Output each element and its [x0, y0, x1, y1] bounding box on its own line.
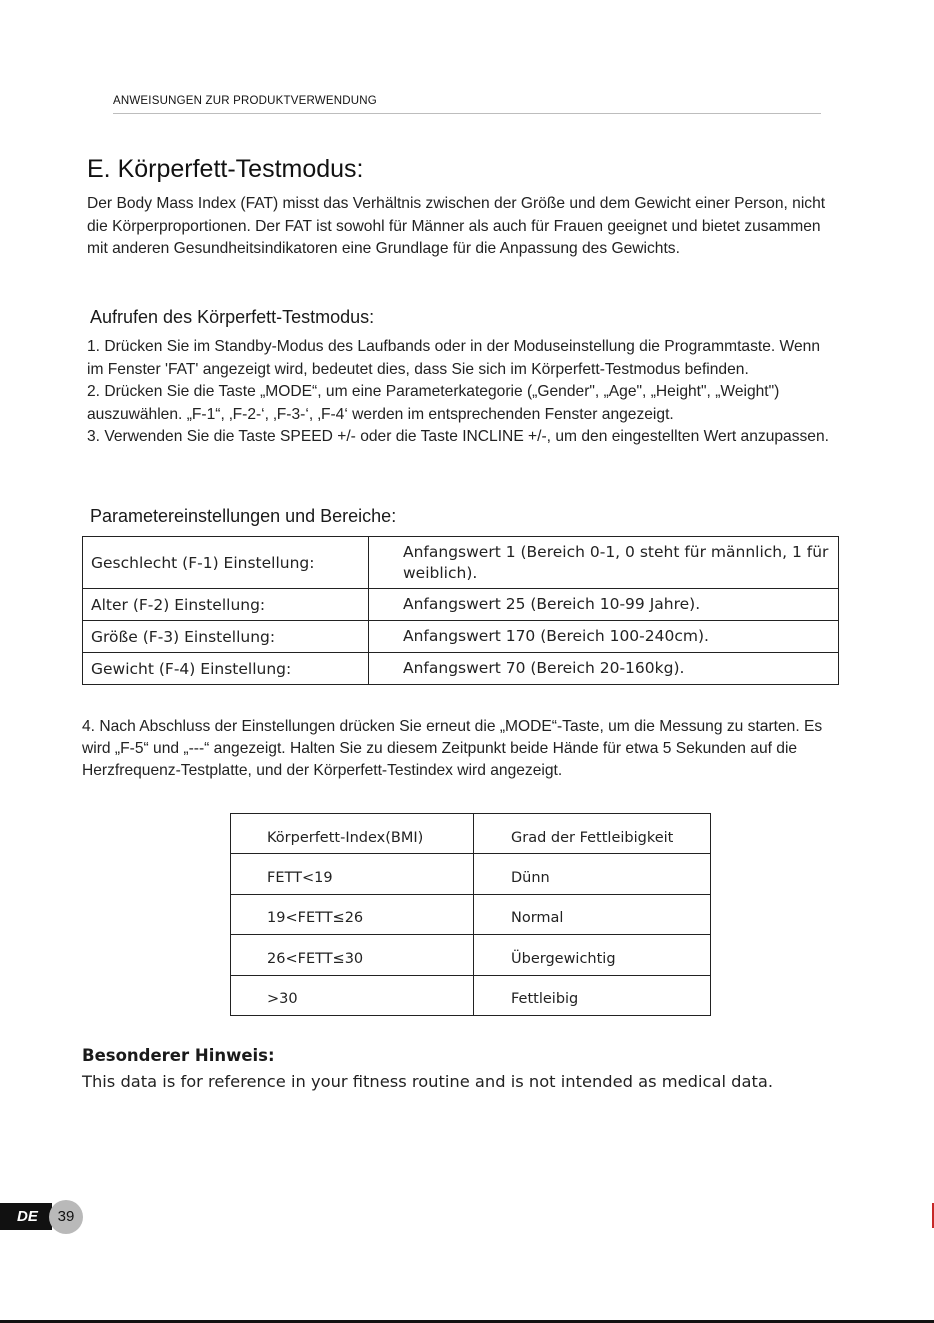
steps-list [87, 336, 832, 449]
table-row [231, 935, 711, 975]
step-2: 2. Drücken Sie die Taste „MODE“, um eine Parameterkategorie („Gender", „Age", „Height", „Weight") auszuwählen. „F-1“, ‚F-2-‘, ‚F-3-‘, ‚F-4‘ werden im entsprechenden Fenster angezeigt. [87, 383, 780, 423]
table-row [231, 975, 711, 1015]
language-badge: DE [0, 1203, 52, 1230]
bmi-grade-cell: Übergewichtig [474, 935, 711, 975]
note-title: Besonderer Hinweis: [82, 1046, 275, 1065]
intro-paragraph: Der Body Mass Index (FAT) misst das Verhältnis zwischen der Größe und dem Gewicht einer Person, nicht die Körperproportionen. Der FAT ist sowohl für Männer als auch für Frauen geeignet und bietet zusammen mit anderen Gesundheitsindikatoren eine Grundlage für die Anpassung des Gewichts. [87, 195, 826, 257]
step-3: 3. Verwenden Sie die Taste SPEED +/- oder die Taste INCLINE +/-, um den eingestellten Wert anzupassen. [87, 428, 829, 445]
table-header-row [231, 814, 711, 854]
param-label: Gewicht (F-4) Einstellung: [83, 653, 369, 685]
table-row [83, 537, 839, 589]
bmi-index-cell: 19<FETT≤26 [231, 894, 474, 934]
param-value: Anfangswert 1 (Bereich 0-1, 0 steht für männlich, 1 für weiblich). [369, 537, 839, 589]
note-text: This data is for reference in your fitness routine and is not intended as medical data. [82, 1072, 773, 1091]
table-row [83, 621, 839, 653]
table-row [231, 854, 711, 894]
step-4: 4. Nach Abschluss der Einstellungen drücken Sie erneut die „MODE“-Taste, um die Messung zu starten. Es wird „F-5“ und „---“ angezeigt. Halten Sie zu diesem Zeitpunkt beide Hände für etwa 5 Sekunden auf die Herzfrequenz-Testplatte, und der Körperfett-Testindex wird angezeigt. [82, 718, 823, 779]
bmi-index-cell: FETT<19 [231, 854, 474, 894]
step-1: 1. Drücken Sie im Standby-Modus des Laufbands oder in der Moduseinstellung die Programmtaste. Wenn im Fenster 'FAT' angezeigt wird, bedeutet dies, dass Sie sich im Körperfett-Testmodus befinden. [87, 338, 821, 378]
table-row [83, 589, 839, 621]
param-value: Anfangswert 70 (Bereich 20-160kg). [369, 653, 839, 685]
param-label: Größe (F-3) Einstellung: [83, 621, 369, 653]
param-value: Anfangswert 25 (Bereich 10-99 Jahre). [369, 589, 839, 621]
table-row [231, 894, 711, 934]
subheading-call-mode: Aufrufen des Körperfett-Testmodus: [90, 307, 375, 327]
param-label: Alter (F-2) Einstellung: [83, 589, 369, 621]
parameter-table [82, 536, 839, 685]
bmi-table [230, 813, 711, 1016]
bmi-grade-cell: Normal [474, 894, 711, 934]
section-title: E. Körperfett-Testmodus: [87, 155, 364, 183]
header-divider [113, 113, 821, 114]
bmi-grade-cell: Fettleibig [474, 975, 711, 1015]
bmi-header-grade: Grad der Fettleibigkeit [474, 814, 711, 854]
bmi-index-cell: 26<FETT≤30 [231, 935, 474, 975]
page-number: 39 [49, 1200, 83, 1234]
bmi-header-index: Körperfett-Index(BMI) [231, 814, 474, 854]
bmi-index-cell: >30 [231, 975, 474, 1015]
bmi-grade-cell: Dünn [474, 854, 711, 894]
table-row [83, 653, 839, 685]
subheading-parameters: Parametereinstellungen und Bereiche: [90, 506, 397, 526]
param-label: Geschlecht (F-1) Einstellung: [83, 537, 369, 589]
param-value: Anfangswert 170 (Bereich 100-240cm). [369, 621, 839, 653]
running-header: ANWEISUNGEN ZUR PRODUKTVERWENDUNG [113, 95, 377, 107]
